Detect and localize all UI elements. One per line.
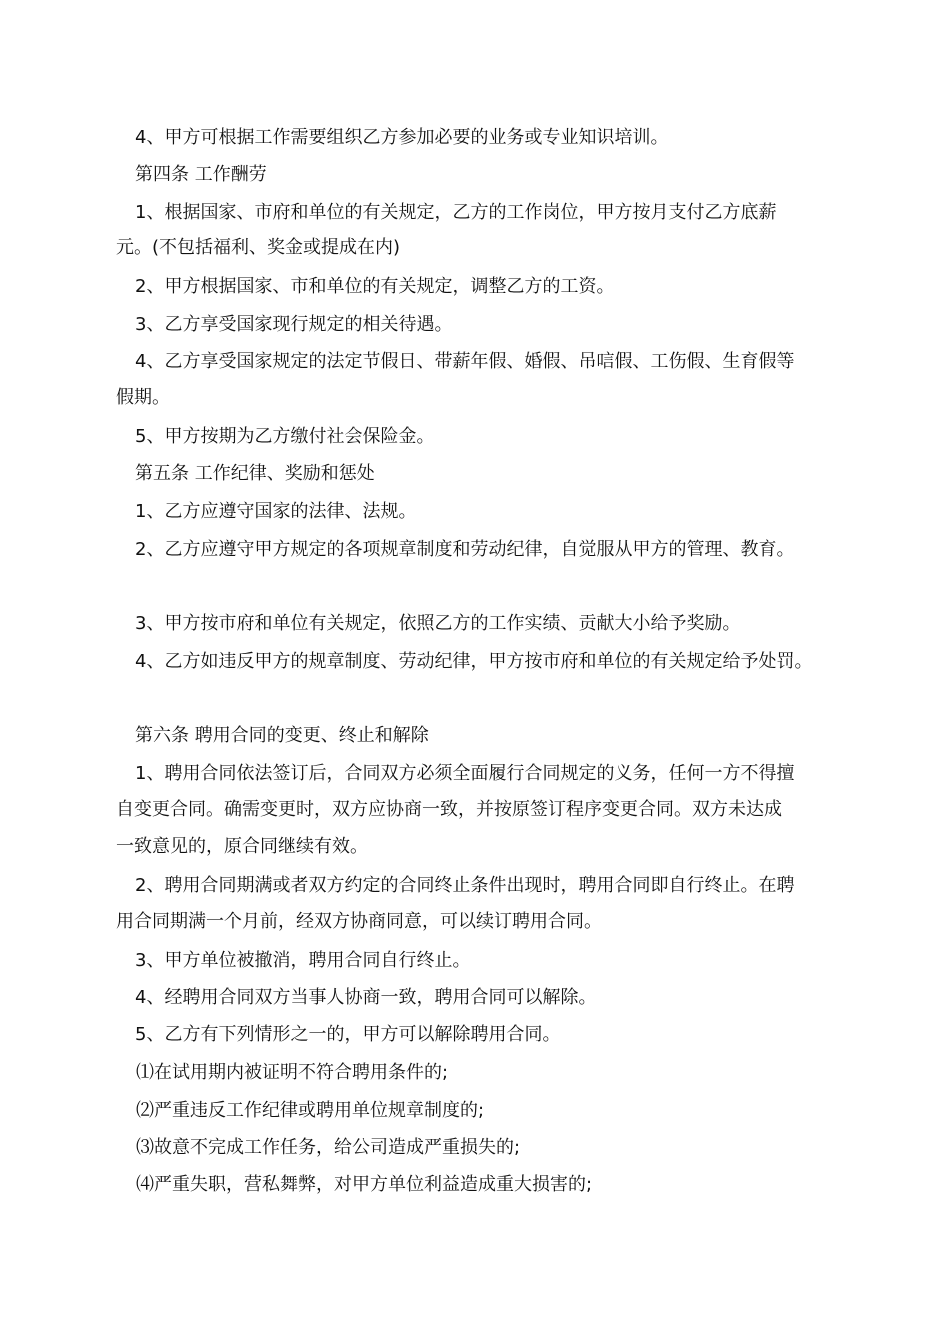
- clause-item: 4、经聘用合同双方当事人协商一致，聘用合同可以解除。: [135, 987, 597, 1008]
- clause-item: 4、乙方享受国家规定的法定节假日、带薪年假、婚假、吊唁假、工伤假、生育假等: [135, 351, 795, 372]
- clause-item: 2、甲方根据国家、市和单位的有关规定，调整乙方的工资。: [135, 276, 615, 297]
- clause-item: 5、甲方按期为乙方缴付社会保险金。: [135, 426, 435, 447]
- clause-item: 1、乙方应遵守国家的法律、法规。: [135, 501, 417, 522]
- clause-item: 3、甲方按市府和单位有关规定，依照乙方的工作实绩、贡献大小给予奖励。: [135, 613, 741, 634]
- clause-item: 3、甲方单位被撤消，聘用合同自行终止。: [135, 950, 471, 971]
- clause-item: 4、乙方如违反甲方的规章制度、劳动纪律，甲方按市府和单位的有关规定给予处罚。: [135, 651, 813, 672]
- sub-clause-item: ⑴在试用期内被证明不符合聘用条件的;: [136, 1062, 449, 1083]
- clause-item: 5、乙方有下列情形之一的，甲方可以解除聘用合同。: [135, 1024, 561, 1045]
- clause-item: 2、乙方应遵守甲方规定的各项规章制度和劳动纪律，自觉服从甲方的管理、教育。: [135, 539, 795, 560]
- sub-clause-item: ⑵严重违反工作纪律或聘用单位规章制度的;: [136, 1100, 485, 1121]
- clause-item: 1、根据国家、市府和单位的有关规定，乙方的工作岗位，甲方按月支付乙方底薪: [135, 202, 777, 223]
- clause-continuation: 自变更合同。确需变更时，双方应协商一致，并按原签订程序变更合同。双方未达成: [116, 799, 782, 820]
- clause-continuation: 一致意见的，原合同继续有效。: [116, 836, 368, 857]
- clause-item: 1、聘用合同依法签订后，合同双方必须全面履行合同规定的义务，任何一方不得擅: [135, 763, 795, 784]
- sub-clause-item: ⑷严重失职，营私舞弊，对甲方单位利益造成重大损害的;: [136, 1174, 593, 1195]
- clause-item: 2、聘用合同期满或者双方约定的合同终止条件出现时，聘用合同即自行终止。在聘: [135, 875, 795, 896]
- article-heading: 第五条 工作纪律、奖励和惩处: [135, 463, 375, 484]
- clause-item: 3、乙方享受国家现行规定的相关待遇。: [135, 314, 453, 335]
- article-heading: 第六条 聘用合同的变更、终止和解除: [135, 725, 429, 746]
- article-heading: 第四条 工作酬劳: [135, 164, 267, 185]
- clause-item: 4、甲方可根据工作需要组织乙方参加必要的业务或专业知识培训。: [135, 127, 669, 148]
- clause-continuation: 假期。: [116, 387, 170, 408]
- clause-continuation: 元。(不包括福利、奖金或提成在内): [116, 237, 401, 258]
- sub-clause-item: ⑶故意不完成工作任务，给公司造成严重损失的;: [136, 1137, 521, 1158]
- clause-continuation: 用合同期满一个月前，经双方协商同意，可以续订聘用合同。: [116, 911, 602, 932]
